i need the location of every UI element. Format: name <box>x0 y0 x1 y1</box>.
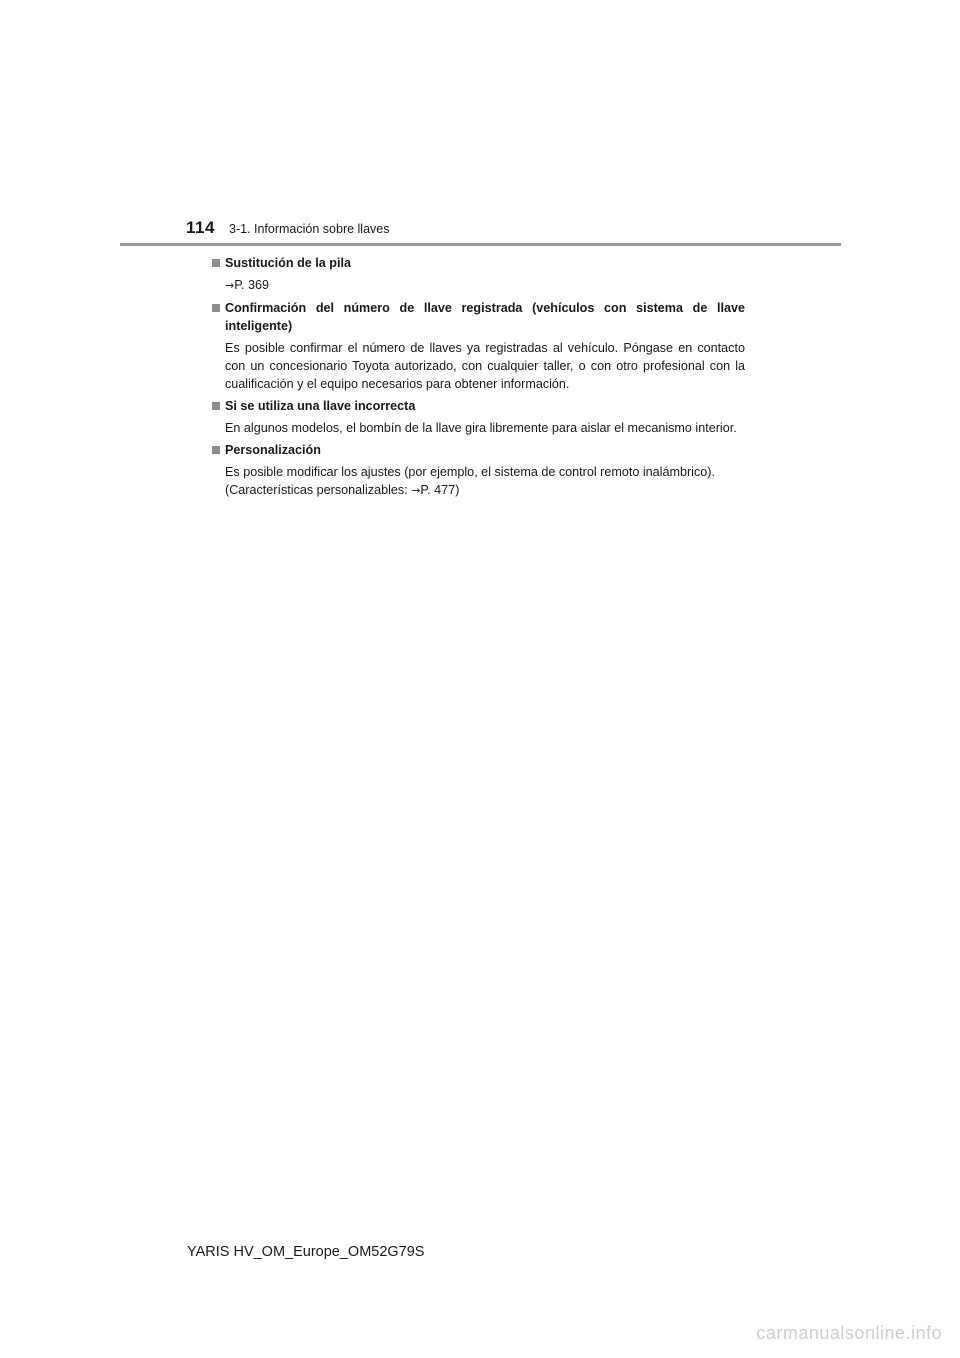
page-reference[interactable] <box>225 276 745 295</box>
section-body: Es posible confirmar el número de llaves ya registradas al vehículo. Póngase en contacto con un concesionario Toyota autorizado, con cualquier taller, o con otro profesional con la cualificación y el equipo necesarios para obtener información. <box>225 341 745 391</box>
section-title: 3-1. Información sobre llaves <box>229 222 390 236</box>
heading-text: Personalización <box>225 443 321 457</box>
footer-doc-id: YARIS HV_OM_Europe_OM52G79S <box>187 1244 425 1260</box>
section-body <box>225 463 745 500</box>
square-bullet-icon <box>212 402 220 410</box>
section-customization <box>212 441 745 500</box>
arrow-right-icon: → <box>225 279 235 292</box>
section-battery-replacement <box>212 254 745 295</box>
reference-text: P. 369 <box>234 278 270 292</box>
page-content <box>212 254 745 504</box>
square-bullet-icon <box>212 446 220 454</box>
section-heading <box>212 397 745 415</box>
arrow-right-icon: → <box>411 484 421 497</box>
section-heading <box>212 299 745 335</box>
square-bullet-icon <box>212 304 220 312</box>
heading-text: Si se utiliza una llave incorrecta <box>225 399 416 413</box>
section-registered-keys <box>212 299 745 393</box>
heading-text: Confirmación del número de llave registrada (vehículos con sistema de llave inteligente) <box>225 301 745 333</box>
section-body: En algunos modelos, el bombín de la llave gira libremente para aislar el mecanismo interior. <box>225 421 737 435</box>
header-rule <box>120 243 841 246</box>
reference-prefix: (Características personalizables: <box>225 483 412 497</box>
heading-text: Sustitución de la pila <box>225 256 351 270</box>
section-wrong-key <box>212 397 745 437</box>
section-heading <box>212 441 745 459</box>
page-number: 114 <box>186 218 215 237</box>
body-text: Es posible modificar los ajustes (por ejemplo, el sistema de control remoto inalámbrico). <box>225 465 715 479</box>
reference-text: P. 477) <box>420 483 460 497</box>
section-heading <box>212 254 745 272</box>
watermark: carmanualsonline.info <box>756 1323 942 1343</box>
square-bullet-icon <box>212 259 220 267</box>
page-reference[interactable] <box>225 483 459 497</box>
